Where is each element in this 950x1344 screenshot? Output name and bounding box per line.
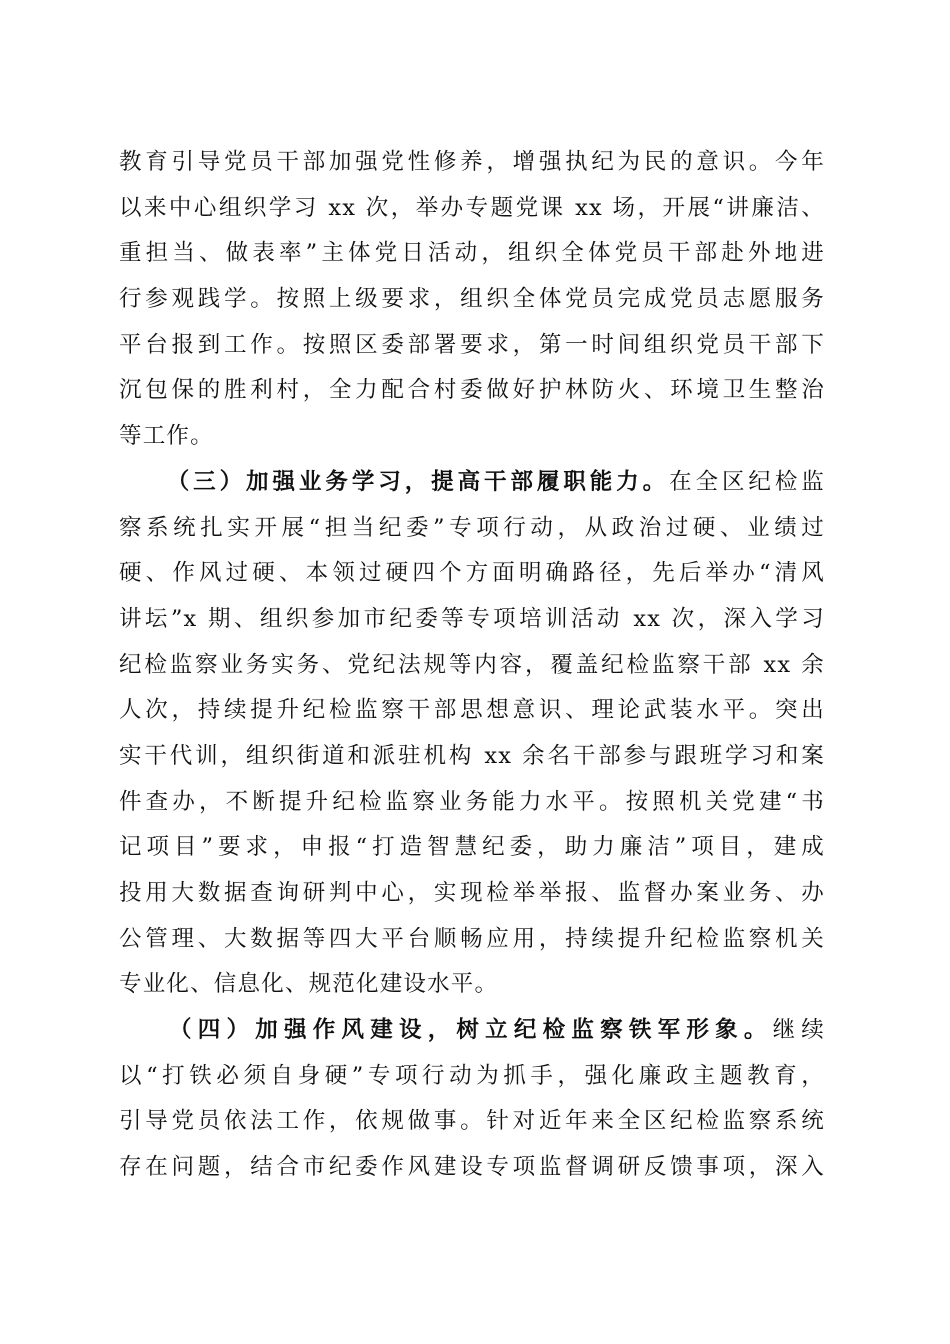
paragraph-business-study — [119, 460, 825, 1008]
text-line: 投用大数据查询研判中心，实现检举举报、监督办案业务、办 — [119, 880, 825, 906]
document-body — [119, 140, 825, 1191]
section-heading-3: （三）加强业务学习，提高干部履职能力。 — [164, 468, 670, 495]
text-line: 教育引导党员干部加强党性修养，增强执纪为民的意识。今年 — [119, 149, 825, 175]
text-line: 人次，持续提升纪检监察干部思想意识、理论武装水平。突出 — [119, 697, 825, 724]
text-line: 公管理、大数据等四大平台顺畅应用，持续提升纪检监察机关 — [119, 925, 825, 952]
text-line: 平台报到工作。按照区委部署要求，第一时间组织党员干部下 — [119, 331, 825, 358]
paragraph-party-education — [119, 140, 825, 460]
text-line: 硬、作风过硬、本领过硬四个方面明确路径，先后举办“清风 — [119, 560, 825, 587]
text-line: 纪检监察业务实务、党纪法规等内容，覆盖纪检监察干部 xx 余 — [119, 651, 825, 678]
text-line: 讲坛”x 期、组织参加市纪委等专项培训活动 xx 次，深入学习 — [119, 605, 825, 632]
text-run: 在全区纪检监 — [669, 468, 825, 495]
text-line: 专业化、信息化、规范化建设水平。 — [119, 971, 499, 998]
text-line: 存在问题，结合市纪委作风建设专项监督调研反馈事项，深入 — [119, 1154, 825, 1181]
text-line: 引导党员依法工作，依规做事。针对近年来全区纪检监察系统 — [119, 1108, 825, 1135]
text-line: 察系统扎实开展“担当纪委”专项行动，从政治过硬、业绩过 — [119, 514, 825, 541]
text-line: 记项目”要求，申报“打造智慧纪委，助力廉洁”项目，建成 — [119, 834, 825, 861]
text-line: 行参观践学。按照上级要求，组织全体党员完成党员志愿服务 — [119, 286, 825, 313]
paragraph-first-line — [119, 460, 825, 506]
text-line: 沉包保的胜利村，全力配合村委做好护林防火、环境卫生整治 — [119, 377, 825, 404]
text-line: 以来中心组织学习 xx 次，举办专题党课 xx 场，开展“讲廉洁、 — [119, 194, 825, 221]
text-line: 以“打铁必须自身硬”专项行动为抓手，强化廉政主题教育， — [119, 1062, 825, 1089]
paragraph-first-line — [119, 1008, 825, 1054]
text-line: 实干代训，组织街道和派驻机构 xx 余名干部参与跟班学习和案 — [119, 742, 825, 769]
text-run: 继续 — [772, 1017, 825, 1044]
text-line: 等工作。 — [119, 423, 214, 450]
paragraph-work-style — [119, 1008, 825, 1191]
section-heading-4: （四）加强作风建设，树立纪检监察铁军形象。 — [164, 1017, 773, 1044]
text-line: 件查办，不断提升纪检监察业务能力水平。按照机关党建“书 — [119, 788, 825, 815]
text-line: 重担当、做表率”主体党日活动，组织全体党员干部赴外地进 — [119, 240, 825, 267]
